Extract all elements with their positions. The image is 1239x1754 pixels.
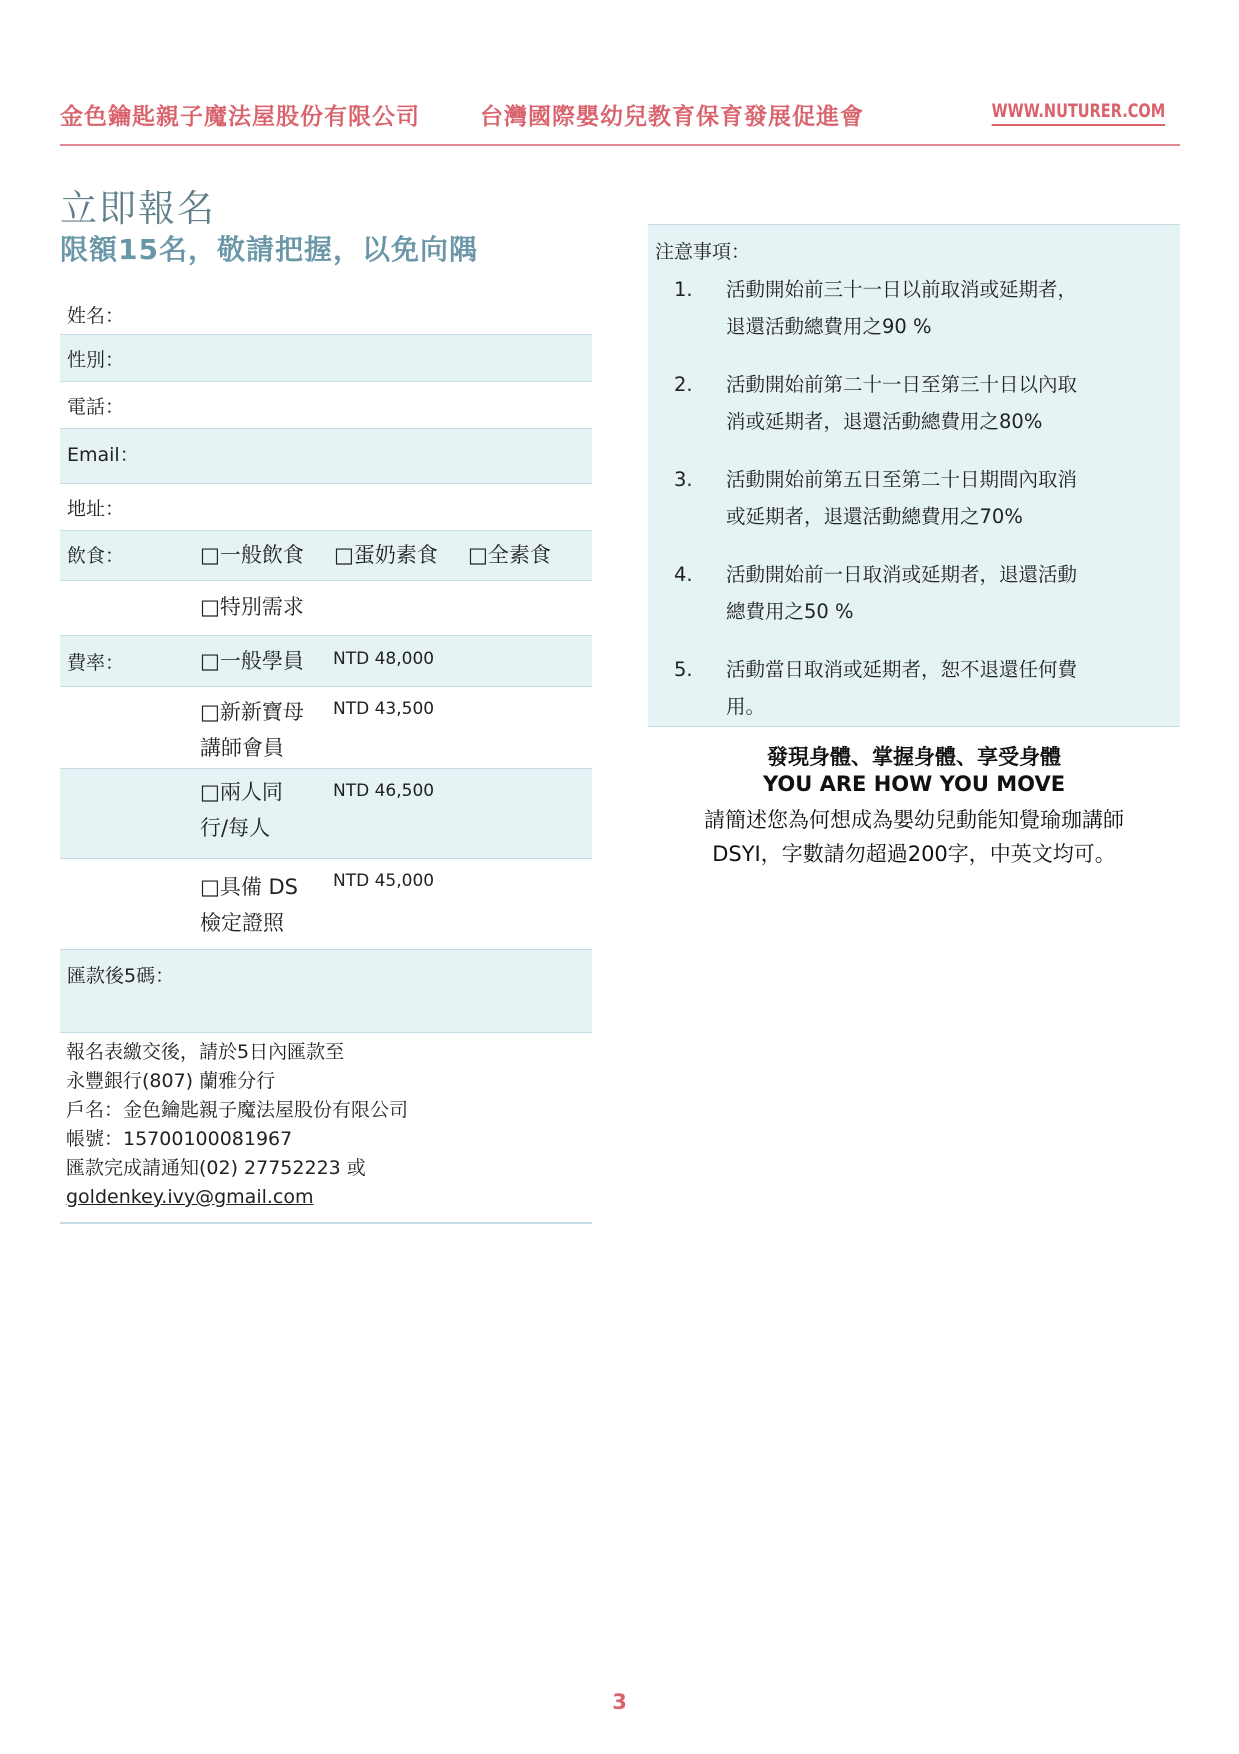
fee-option-pair-line2: 行/每人 [200,816,271,840]
bank-divider [60,1222,592,1224]
note-item [674,556,1104,630]
form-row-gender[interactable] [60,335,592,382]
fee-option-general[interactable]: □一般學員 [200,649,304,673]
page-subtitle: 限額15名，敬請把握，以免向隅 [60,233,478,266]
form-row-fee-general [60,636,592,687]
note-line: 活動當日取消或延期者，恕不退還任何費 [726,658,1078,681]
header-association-name: 台灣國際嬰幼兒教育保育發展促進會 [480,104,864,130]
bank-account-number: 帳號：15700100081967 [66,1128,293,1150]
note-item [674,651,1104,725]
header-divider [60,144,1180,146]
note-number: 5. [674,658,693,681]
email-label: Email： [67,444,139,466]
diet-option-lacto-ovo[interactable]: □蛋奶素食 [334,543,438,567]
form-row-diet [60,531,592,581]
bank-info [66,1038,408,1212]
fee-price-member: NTD 43,500 [333,699,435,719]
notes-panel [648,224,1180,727]
form-row-phone[interactable] [60,382,592,429]
note-number: 4. [674,563,693,586]
fee-price-general: NTD 48,000 [333,649,435,669]
form-row-remittance-code[interactable] [60,950,592,1033]
phone-label: 電話： [67,396,125,418]
note-line: 總費用之50 % [726,600,854,623]
form-row-address[interactable] [60,484,592,531]
registration-form [60,288,592,1033]
fee-option-certified-line2: 檢定證照 [200,911,284,935]
remittance-code-label: 匯款後5碼： [67,965,175,987]
note-item [674,461,1104,535]
form-row-fee-pair [60,769,592,859]
contact-email-link[interactable]: goldenkey.ivy@gmail.com [66,1186,314,1208]
address-label: 地址： [67,498,125,520]
essay-prompt [648,803,1180,871]
fee-option-certified-line1: □具備 DS [200,875,299,899]
note-line: 活動開始前一日取消或延期者，退還活動 [726,563,1078,586]
note-line: 用。 [726,695,766,718]
page-header [60,98,1179,148]
slogan-chinese: 發現身體、掌握身體、享受身體 [767,745,1061,769]
note-line: 活動開始前第五日至第二十日期間內取消 [726,468,1078,491]
form-row-email[interactable] [60,429,592,484]
bank-notify-phone: 匯款完成請通知(02) 27752223 或 [66,1157,366,1179]
diet-option-special[interactable]: □特別需求 [200,595,304,619]
fee-option-member-line1: □新新寶母 [200,700,304,724]
form-row-fee-certified [60,859,592,950]
note-number: 3. [674,468,693,491]
page-title: 立即報名 [60,187,216,230]
header-org-name: 金色鑰匙親子魔法屋股份有限公司 [60,104,420,130]
slogan-english: YOU ARE HOW YOU MOVE [762,772,1066,796]
fee-option-certified[interactable] [200,869,298,941]
diet-option-general[interactable]: □一般飲食 [200,543,304,567]
fee-option-member-line2: 講師會員 [200,736,284,760]
note-item [674,366,1104,440]
essay-prompt-line2: DSYI，字數請勿超過200字，中英文均可。 [712,842,1116,866]
essay-prompt-line1: 請簡述您為何想成為嬰幼兒動能知覺瑜珈講師 [704,808,1124,832]
header-website-link[interactable]: WWW.NUTURER.COM [991,100,1165,126]
diet-option-vegan[interactable]: □全素食 [468,543,551,567]
note-line: 活動開始前第二十一日至第三十日以內取 [726,373,1078,396]
note-line: 活動開始前三十一日以前取消或延期者， [726,278,1078,301]
gender-label: 性別： [67,349,125,371]
fee-option-pair-line1: □兩人同 [200,780,283,804]
notes-heading: 注意事項： [655,241,751,263]
name-label: 姓名： [67,305,125,327]
form-row-diet-special [60,581,592,636]
form-row-name[interactable] [60,288,592,335]
note-number: 1. [674,278,693,301]
bank-account-holder: 戶名：金色鑰匙親子魔法屋股份有限公司 [66,1099,409,1121]
note-item [674,271,1104,345]
diet-label: 飲食： [67,545,125,567]
note-number: 2. [674,373,693,396]
note-line: 退還活動總費用之90 % [726,315,932,338]
bank-name: 永豐銀行(807) 蘭雅分行 [66,1070,276,1092]
fee-label: 費率： [67,652,125,674]
fee-price-certified: NTD 45,000 [333,871,435,891]
fee-option-member[interactable] [200,694,304,766]
form-row-fee-member [60,687,592,769]
note-line: 消或延期者，退還活動總費用之80% [726,410,1043,433]
fee-price-pair: NTD 46,500 [333,781,435,801]
page-number: 3 [612,1690,627,1714]
bank-instruction: 報名表繳交後，請於5日內匯款至 [66,1041,345,1063]
note-line: 或延期者，退還活動總費用之70% [726,505,1023,528]
fee-option-pair[interactable] [200,774,283,846]
